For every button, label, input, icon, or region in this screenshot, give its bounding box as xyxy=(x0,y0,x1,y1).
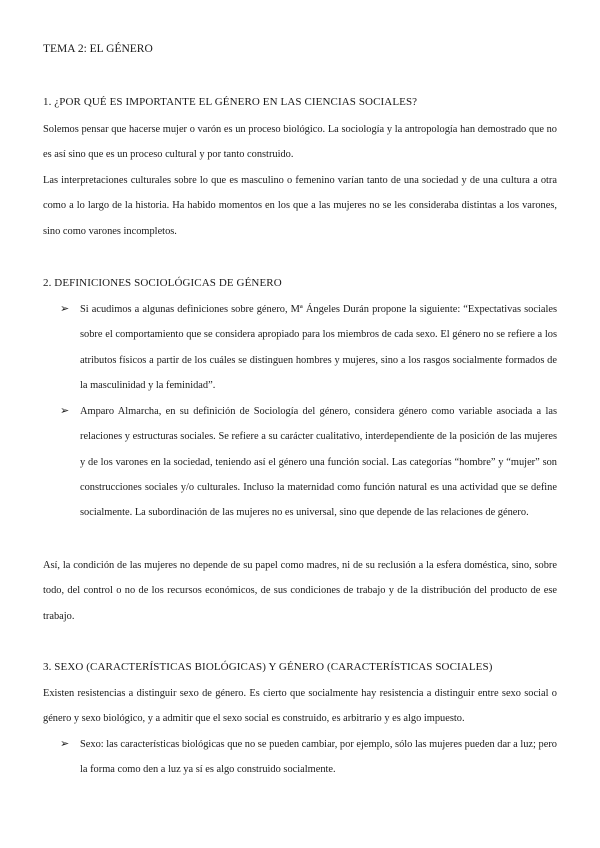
section-2-bullet-2-text: Amparo Almarcha, en su definición de Sociología del género, considera género como variable asociada a las relaciones y estructuras sociales. Se refiere a su carácter cualitativo, interdependiente de la posición de las mujeres y de los varones en la sociedad, teniendo así el género una función social. Las categorías “hombre” y “mujer” son construcciones sociales y/o culturales. Incluso la maternidad como función natural es una actividad que se define socialmente. La subordinación de las mujeres no es universal, sino que depende de las relaciones de género. xyxy=(80,406,557,519)
bullet-arrow-icon: ➢ xyxy=(60,738,70,750)
section-3-paragraph-1: Existen resistencias a distinguir sexo de género. Es cierto que socialmente hay resistencia a distinguir entre sexo social o género y sexo biológico, y a admitir que el sexo social es construido, es arbitrario y es algo impuesto. xyxy=(43,688,557,725)
section-3-bullet-1-text: Sexo: las características biológicas que no se pueden cambiar, por ejemplo, sólo las mujeres pueden dar a luz; pero la forma como den a luz ya sí es algo construido socialmente. xyxy=(80,739,557,776)
section-1-heading: 1. ¿POR QUÉ ES IMPORTANTE EL GÉNERO EN LAS CIENCIAS SOCIALES? xyxy=(43,96,418,108)
bullet-arrow-icon: ➢ xyxy=(60,303,70,315)
section-2-bullet-1 xyxy=(60,297,557,398)
section-1-paragraph-1: Solemos pensar que hacerse mujer o varón es un proceso biológico. La sociología y la antropología han demostrado que no es así sino que es un proceso cultural y por tanto construido. xyxy=(43,124,557,161)
section-3-bullet-1 xyxy=(60,732,557,783)
section-2-bullet-1-text: Si acudimos a algunas definiciones sobre género, Mª Ángeles Durán propone la siguiente: “Expectativas sociales sobre el comportamiento que se considera apropiado para los miembros de cada sexo. El género no se refiere a los atributos físicos a partir de los cuáles se distinguen hombres y mujeres, sino a los rasgos socialmente formados de la masculinidad y la feminidad”. xyxy=(80,304,557,391)
document-title: TEMA 2: EL GÉNERO xyxy=(43,43,153,55)
section-1-paragraph-2: Las interpretaciones culturales sobre lo que es masculino o femenino varían tanto de una sociedad y de una cultura a otra como a lo largo de la historia. Ha habido momentos en los que a las mujeres no se les consideraba distintas a los varones, sino como varones incompletos. xyxy=(43,175,557,237)
section-3-heading: 3. SEXO (CARACTERÍSTICAS BIOLÓGICAS) Y GÉNERO (CARACTERÍSTICAS SOCIALES) xyxy=(43,661,493,673)
section-2-bullet-2 xyxy=(60,399,557,525)
section-2-heading: 2. DEFINICIONES SOCIOLÓGICAS DE GÉNERO xyxy=(43,277,282,289)
bullet-arrow-icon: ➢ xyxy=(60,405,70,417)
section-2-paragraph-1: Así, la condición de las mujeres no depende de su papel como madres, ni de su reclusión a la esfera doméstica, sino, sobre todo, del control o no de los recursos económicos, de sus condiciones de trabajo y de la distribución del producto de ese trabajo. xyxy=(43,560,557,622)
